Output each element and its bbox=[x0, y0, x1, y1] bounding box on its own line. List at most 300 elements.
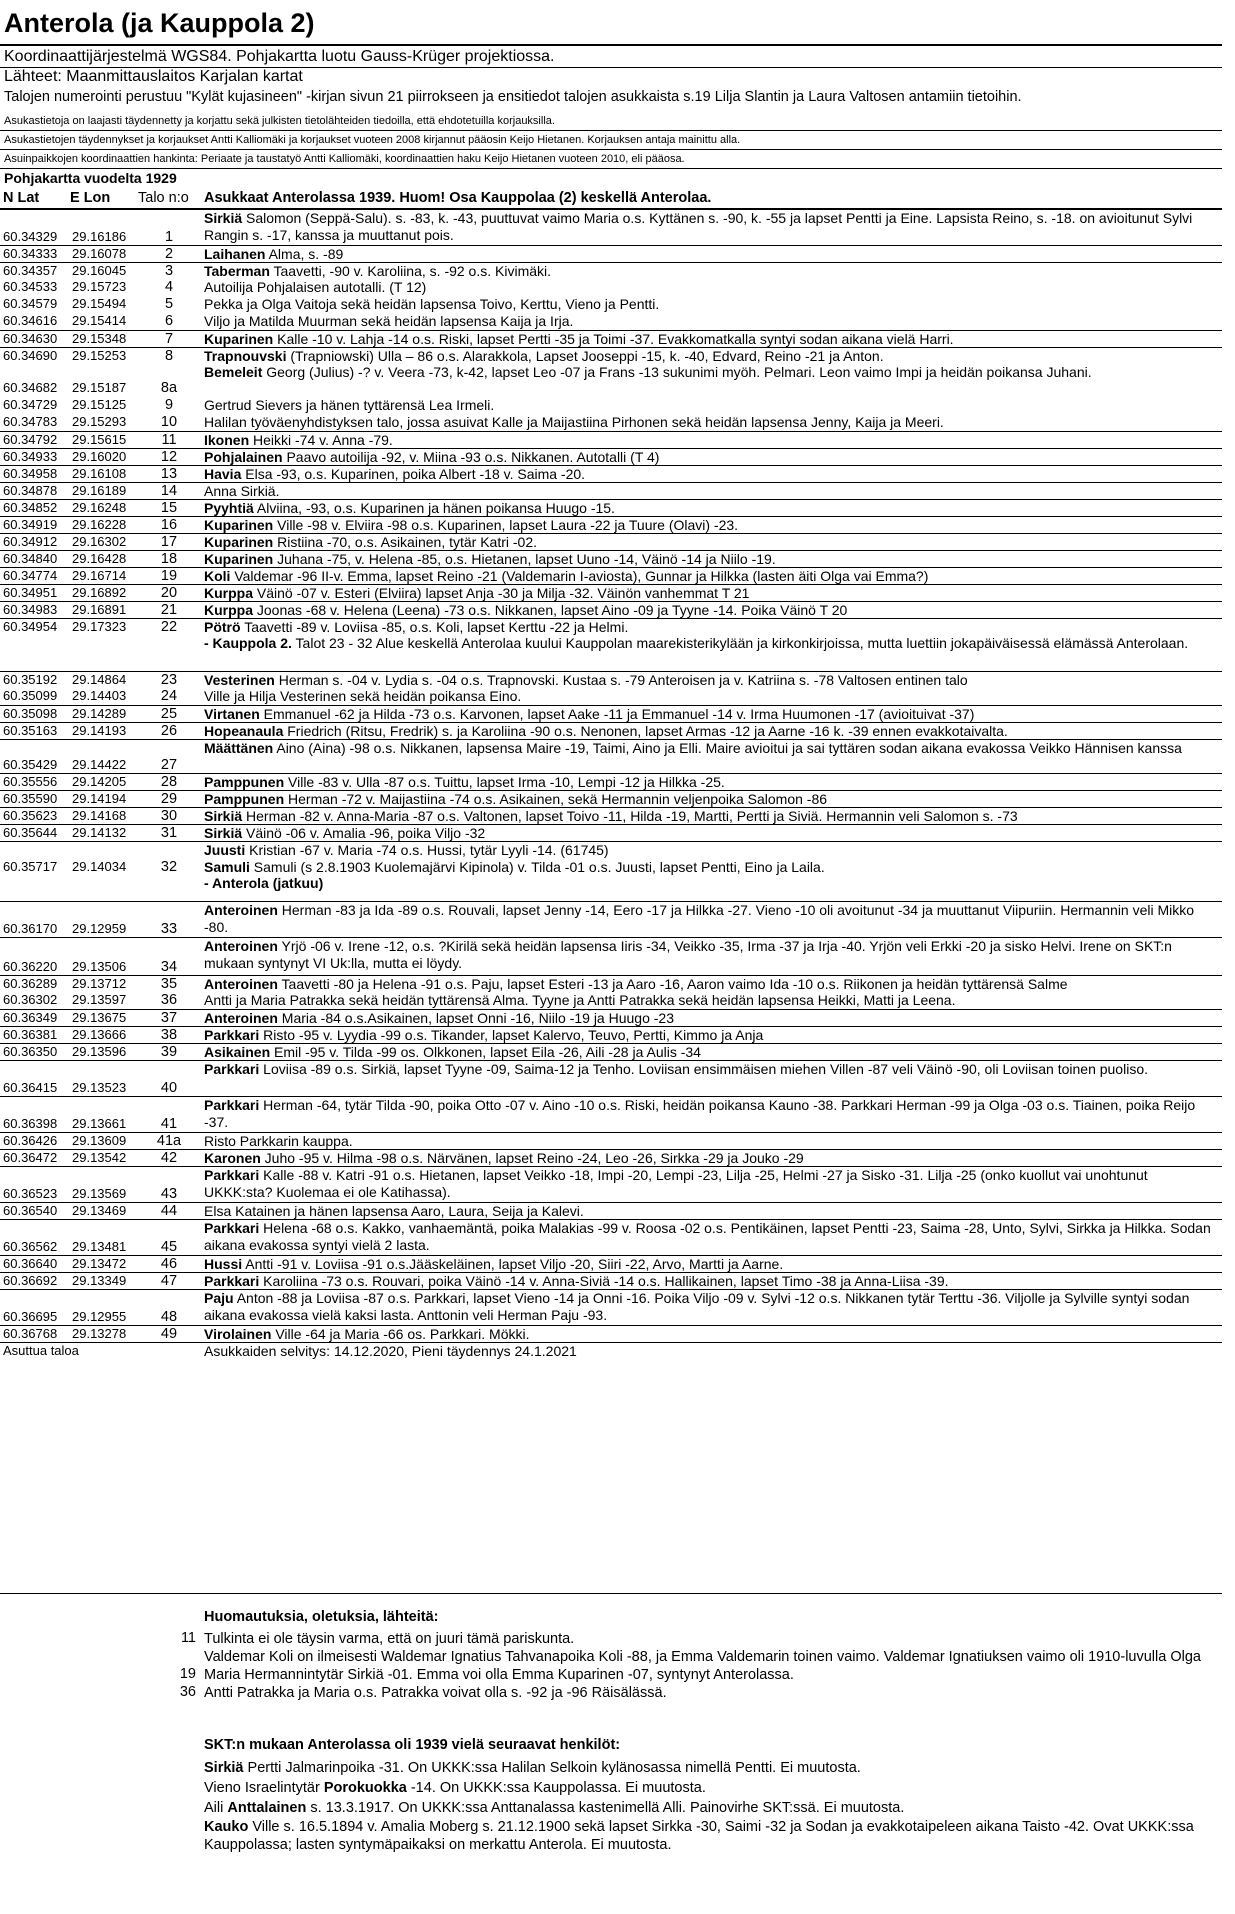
house-number-cell: 17 bbox=[160, 534, 178, 550]
family-name: Taberman bbox=[204, 263, 270, 279]
residents-cell bbox=[204, 1097, 1220, 1131]
table-row bbox=[0, 516, 1222, 534]
house-number-cell: 42 bbox=[160, 1150, 178, 1166]
residents-cell bbox=[204, 875, 1220, 892]
residents-cell bbox=[204, 1273, 1220, 1290]
lon-cell: 29.15723 bbox=[72, 279, 127, 294]
residents-text: Viljo ja Matilda Muurman sekä heidän lapsensa Kaija ja Irja. bbox=[204, 313, 574, 329]
lat-cell: 60.36349 bbox=[3, 1010, 58, 1025]
residents-cell bbox=[204, 1150, 1220, 1167]
lat-cell: 60.35623 bbox=[3, 808, 58, 823]
skt-person bbox=[204, 1799, 1220, 1817]
house-number-cell: 26 bbox=[160, 723, 178, 739]
residents-text: Aino (Aina) -98 o.s. Nikkanen, lapsensa Maire -19, Taimi, Aino ja Elli. Maire avioitui ja sai tyttären sodan aikana evakossa Veikko Hännisen kanssa bbox=[273, 740, 1182, 756]
residents-text: Antti -91 v. Loviisa -91 o.s.Jääskeläinen, lapset Viljo -20, Siiri -22, Arvo, Martti ja Aarne. bbox=[242, 1256, 784, 1272]
residents-cell bbox=[204, 568, 1220, 585]
residents-text: Herman -72 v. Maijastiina -74 o.s. Asikainen, sekä Hermannin veljenpoika Salomon -86 bbox=[284, 791, 828, 807]
residents-cell bbox=[204, 842, 1220, 876]
residents-text: Loviisa -89 o.s. Sirkiä, lapset Tyyne -09, Saima-12 ja Tenho. Loviisan ensimmäisen miehen Villen -87 veli Väinö -90, oli Loviisan toinen puoliso. bbox=[259, 1061, 1148, 1077]
residents-cell bbox=[204, 938, 1220, 972]
column-header-house-number: Talo n:o bbox=[138, 190, 189, 206]
table-row bbox=[0, 739, 1222, 774]
house-number-cell: 23 bbox=[160, 672, 178, 688]
residents-cell bbox=[204, 1220, 1220, 1254]
residents-cell bbox=[204, 432, 1220, 449]
skt-person bbox=[204, 1759, 1220, 1777]
table-row bbox=[0, 567, 1222, 585]
house-number-cell: 20 bbox=[160, 585, 178, 601]
house-number-cell: 48 bbox=[160, 1309, 178, 1325]
lon-cell: 29.13597 bbox=[72, 992, 127, 1007]
house-number-cell: 38 bbox=[160, 1027, 178, 1043]
lat-cell: 60.35192 bbox=[3, 672, 58, 687]
family-name: Trapnouvski bbox=[204, 348, 287, 364]
table-row bbox=[0, 482, 1222, 500]
house-number-cell: 4 bbox=[164, 279, 174, 295]
family-name: Pamppunen bbox=[204, 774, 285, 790]
lon-cell: 29.13675 bbox=[72, 1010, 127, 1025]
skt-text: Ville s. 16.5.1894 v. Amalia Moberg s. 21.12.1900 sekä lapset Sirkka -30, Saimi -32 ja Sodan ja evakkotaipeleen aikana Taisto -42. Ovat UKKK:ssa Kauppolassa; lasten syntymäpaikaksi on merkattu Anterola. Ei muutosta. bbox=[204, 1819, 1194, 1853]
family-name: Porokuokka bbox=[323, 1780, 407, 1796]
lat-cell: Asuttua taloa bbox=[3, 1343, 79, 1358]
residents-text: Salomon (Seppä-Salu). s. -83, k. -43, puuttuvat vaimo Maria o.s. Kyttänen s. -90, k. -55 ja lapset Pentti ja Eine. Lapsista Reino, s. -18. on avioitunut Sylvi Rangin s. -17, kanssa ja muuttanut pois. bbox=[204, 210, 1193, 243]
skt-text: Pertti Jalmarinpoika -31. On UKKK:ssa Halilan Selkoin kylänosassa nimellä Pentti. Ei muutosta. bbox=[243, 1760, 861, 1776]
family-name: Kurppa bbox=[204, 602, 253, 618]
residents-cell bbox=[204, 1290, 1220, 1324]
divider bbox=[0, 44, 1222, 46]
lat-cell: 60.36472 bbox=[3, 1150, 58, 1165]
family-name: Anteroinen bbox=[204, 902, 278, 918]
family-name: Kuparinen bbox=[204, 551, 274, 567]
house-number-cell: 34 bbox=[160, 959, 178, 975]
family-name: Laihanen bbox=[204, 246, 266, 262]
residents-text: Emil -95 v. Tilda -99 os. Olkkonen, lapset Eila -26, Aili -28 ja Aulis -34 bbox=[270, 1044, 701, 1060]
lat-cell: 60.34983 bbox=[3, 602, 58, 617]
residents-cell bbox=[204, 348, 1220, 365]
residents-text: Taavetti -89 v. Loviisa -85, o.s. Koli, lapset Kerttu -22 ja Helmi. bbox=[240, 619, 629, 635]
residents-text: Gertrud Sievers ja hänen tyttärensä Lea Irmeli. bbox=[204, 397, 495, 413]
lon-cell: 29.16189 bbox=[72, 483, 127, 498]
residents-text: Pekka ja Olga Vaitoja sekä heidän lapsensa Toivo, Kerttu, Vieno ja Pentti. bbox=[204, 296, 660, 312]
lat-cell: 60.36350 bbox=[3, 1044, 58, 1059]
lon-cell: 29.14289 bbox=[72, 706, 127, 721]
lat-cell: 60.35163 bbox=[3, 723, 58, 738]
family-name: - Anterola (jatkuu) bbox=[204, 875, 324, 891]
lon-cell: 29.15414 bbox=[72, 313, 127, 328]
lat-cell: 60.36695 bbox=[3, 1309, 58, 1324]
residents-text: Herman -82 v. Anna-Maria -87 o.s. Valtonen, lapset Toivo -11, Hilda -19, Martti, Pertti ja Siviä. Hermannin veli Salomon s. -73 bbox=[242, 808, 1018, 824]
house-number-cell: 14 bbox=[160, 483, 178, 499]
table-row bbox=[0, 790, 1222, 808]
family-name: Kuparinen bbox=[204, 517, 274, 533]
lat-cell: 60.36170 bbox=[3, 921, 58, 936]
lat-cell: 60.34958 bbox=[3, 466, 58, 481]
table-row bbox=[0, 722, 1222, 740]
residents-cell bbox=[204, 449, 1220, 466]
residents-cell bbox=[204, 296, 1220, 313]
residents-cell bbox=[204, 1256, 1220, 1273]
sources-line: Lähteet: Maanmittauslaitos Karjalan kartat bbox=[4, 68, 303, 85]
table-row bbox=[0, 1060, 1222, 1097]
family-name: Karonen bbox=[204, 1150, 261, 1166]
residents-cell bbox=[204, 414, 1220, 431]
lat-cell: 60.35429 bbox=[3, 757, 58, 772]
residents-text: Emmanuel -62 ja Hilda -73 o.s. Karvonen, lapset Aake -11 ja Emmanuel -14 v. Irma Huumonen -17 (avioituivat -37) bbox=[259, 706, 975, 722]
table-row bbox=[0, 1009, 1222, 1027]
family-name: Määttänen bbox=[204, 740, 274, 756]
lat-cell: 60.36523 bbox=[3, 1186, 58, 1201]
house-number-cell: 24 bbox=[160, 688, 178, 704]
residents-text: Ville -98 v. Elviira -98 o.s. Kuparinen, lapset Laura -22 ja Tuure (Olavi) -23. bbox=[273, 517, 739, 533]
page-title: Anterola (ja Kauppola 2) bbox=[4, 8, 315, 38]
house-number-cell: 32 bbox=[160, 859, 178, 875]
house-number-cell: 47 bbox=[160, 1273, 178, 1289]
family-name: - Kauppola 2. bbox=[204, 635, 292, 651]
family-name: Kurppa bbox=[204, 585, 253, 601]
table-row bbox=[0, 1096, 1222, 1133]
divider bbox=[0, 168, 1222, 169]
table-row bbox=[0, 313, 1222, 330]
skt-text: Aili bbox=[204, 1800, 228, 1816]
family-name: Hopeanaula bbox=[204, 723, 284, 739]
house-number-cell: 27 bbox=[160, 757, 178, 773]
lat-cell: 60.34951 bbox=[3, 585, 58, 600]
lat-cell: 60.34878 bbox=[3, 483, 58, 498]
table-row bbox=[0, 671, 1222, 689]
lat-cell: 60.36426 bbox=[3, 1133, 58, 1148]
house-number-cell: 28 bbox=[160, 774, 178, 790]
house-number-cell: 29 bbox=[160, 791, 178, 807]
residents-cell bbox=[204, 1061, 1220, 1078]
family-name: Juusti bbox=[204, 842, 246, 858]
lon-cell: 29.15125 bbox=[72, 397, 127, 412]
family-name: Sirkiä bbox=[204, 1760, 244, 1776]
residents-text: Asukkaiden selvitys: 14.12.2020, Pieni täydennys 24.1.2021 bbox=[204, 1343, 577, 1359]
house-number-cell: 21 bbox=[160, 602, 178, 618]
table-row bbox=[0, 330, 1222, 348]
lat-cell: 60.35098 bbox=[3, 706, 58, 721]
residents-cell bbox=[204, 808, 1220, 825]
house-number-cell: 41a bbox=[156, 1133, 182, 1149]
residents-text: Väinö -07 v. Esteri (Elviira) lapset Anja -30 ja Milja -32. Väinön vanhemmat T 21 bbox=[253, 585, 750, 601]
lon-cell: 29.14194 bbox=[72, 791, 127, 806]
family-name: Samuli bbox=[204, 859, 250, 875]
residents-text: Maria -84 o.s.Asikainen, lapset Onni -16, Niilo -19 ja Huugo -23 bbox=[277, 1010, 674, 1026]
family-name: Ikonen bbox=[204, 432, 250, 448]
residents-text: Heikki -74 v. Anna -79. bbox=[249, 432, 393, 448]
house-number-cell: 43 bbox=[160, 1186, 178, 1202]
lon-cell: 29.16020 bbox=[72, 449, 127, 464]
residents-cell bbox=[204, 740, 1220, 757]
house-number-cell: 45 bbox=[160, 1239, 178, 1255]
family-name: Sirkiä bbox=[204, 210, 243, 226]
residents-text: Elsa Katainen ja hänen lapsensa Aaro, Laura, Seija ja Kalevi. bbox=[204, 1203, 584, 1219]
family-name: Parkkari bbox=[204, 1097, 260, 1113]
table-row bbox=[0, 688, 1222, 705]
residents-text: Herman -64, tytär Tilda -90, poika Otto -07 v. Aino -10 o.s. Riski, heidän poikansa Kauno -38. Parkkari Herman -99 ja Olga -03 o.s. Tiainen, poika Reijo -37. bbox=[204, 1097, 1196, 1130]
family-name: Sirkiä bbox=[204, 808, 243, 824]
table-row bbox=[0, 448, 1222, 466]
table-row bbox=[0, 1166, 1222, 1203]
lat-cell: 60.34690 bbox=[3, 348, 58, 363]
house-number-cell: 41 bbox=[160, 1116, 178, 1132]
lon-cell: 29.13472 bbox=[72, 1256, 127, 1271]
table-row bbox=[0, 1043, 1222, 1061]
family-name: Anttalainen bbox=[227, 1800, 307, 1816]
table-row bbox=[0, 937, 1222, 976]
family-name: Parkkari bbox=[204, 1220, 260, 1236]
family-name: Pötrö bbox=[204, 619, 241, 635]
lon-cell: 29.16228 bbox=[72, 517, 127, 532]
lon-cell: 29.14422 bbox=[72, 757, 127, 772]
lat-cell: 60.34533 bbox=[3, 279, 58, 294]
lat-cell: 60.34912 bbox=[3, 534, 58, 549]
lat-cell: 60.36302 bbox=[3, 992, 58, 1007]
residents-text: (Trapniowski) Ulla – 86 o.s. Alarakkola, Lapset Jooseppi -15, k. -40, Edvard, Reino -21 ja Anton. bbox=[286, 348, 884, 364]
table-row bbox=[0, 499, 1222, 517]
family-name: Bemeleit bbox=[204, 364, 263, 380]
table-row bbox=[0, 364, 1222, 397]
family-name: Havia bbox=[204, 466, 242, 482]
lat-cell: 60.36640 bbox=[3, 1256, 58, 1271]
table-row bbox=[0, 431, 1222, 449]
lat-cell: 60.34729 bbox=[3, 397, 58, 412]
table-row bbox=[0, 1219, 1222, 1256]
table-row bbox=[0, 550, 1222, 568]
table-row bbox=[0, 414, 1222, 431]
lon-cell: 29.13712 bbox=[72, 976, 127, 991]
lat-cell: 60.34616 bbox=[3, 313, 58, 328]
house-number-cell: 15 bbox=[160, 500, 178, 516]
residents-cell bbox=[204, 397, 1220, 414]
table-row bbox=[0, 465, 1222, 483]
table-row bbox=[0, 533, 1222, 551]
house-number-cell: 2 bbox=[164, 246, 174, 262]
table-row bbox=[0, 347, 1222, 365]
residents-text: Ville -64 ja Maria -66 os. Parkkari. Mökki. bbox=[271, 1326, 530, 1342]
lon-cell: 29.16078 bbox=[72, 246, 127, 261]
table-row bbox=[0, 1132, 1222, 1150]
lat-cell: 60.34954 bbox=[3, 619, 58, 634]
residents-cell bbox=[204, 483, 1220, 500]
house-number-cell: 8 bbox=[164, 348, 174, 364]
lat-cell: 60.36381 bbox=[3, 1027, 58, 1042]
lon-cell: 29.13666 bbox=[72, 1027, 127, 1042]
table-row bbox=[0, 601, 1222, 619]
family-name: Paju bbox=[204, 1290, 234, 1306]
residents-text: Risto Parkkarin kauppa. bbox=[204, 1133, 353, 1149]
correction-note: Asukastietojen täydennykset ja korjaukset Antti Kalliomäki ja korjaukset vuoteen 2008 kirjannut pääosin Keijo Hietanen. Korjauksen antaja mainittu alla. bbox=[4, 134, 741, 146]
residents-cell bbox=[204, 551, 1220, 568]
family-name: Hussi bbox=[204, 1256, 243, 1272]
lat-cell: 60.36768 bbox=[3, 1326, 58, 1341]
family-name: Parkkari bbox=[204, 1273, 260, 1289]
lat-cell: 60.35590 bbox=[3, 791, 58, 806]
lat-cell: 60.35099 bbox=[3, 688, 58, 703]
note-reference: 36 bbox=[179, 1684, 196, 1700]
lon-cell: 29.14132 bbox=[72, 825, 127, 840]
table-row bbox=[0, 1255, 1222, 1273]
skt-heading: SKT:n mukaan Anterolassa oli 1939 vielä seuraavat henkilöt: bbox=[204, 1737, 621, 1753]
lon-cell: 29.14193 bbox=[72, 723, 127, 738]
residents-cell bbox=[204, 1133, 1220, 1150]
lon-cell: 29.15348 bbox=[72, 331, 127, 346]
lat-cell: 60.36220 bbox=[3, 959, 58, 974]
family-name: Pyyhtiä bbox=[204, 500, 254, 516]
house-number-cell: 33 bbox=[160, 921, 178, 937]
family-name: Anteroinen bbox=[204, 976, 278, 992]
residents-cell bbox=[204, 585, 1220, 602]
residents-text: Yrjö -06 v. Irene -12, o.s. ?Kirilä sekä heidän lapsensa Iiris -34, Veikko -35, Irma -37 ja Irja -40. Yrjön veli Erkki -20 ja sisko Helvi. Irene on SKT:n mukaan syntynyt VI Uk:lla, mutta ei löydy. bbox=[204, 938, 1172, 971]
table-row bbox=[0, 584, 1222, 602]
table-row bbox=[0, 245, 1222, 263]
house-number-cell: 35 bbox=[160, 976, 178, 992]
table-row bbox=[0, 618, 1222, 636]
basemap-year: Pohjakartta vuodelta 1929 bbox=[4, 170, 177, 186]
residents-cell bbox=[204, 1010, 1220, 1027]
lat-cell: 60.34852 bbox=[3, 500, 58, 515]
residents-text: Kristian -67 v. Maria -74 o.s. Hussi, tytär Lyyli -14. (61745) bbox=[245, 842, 609, 858]
lon-cell: 29.13349 bbox=[72, 1273, 127, 1288]
residents-text: Alviina, -93, o.s. Kuparinen ja hänen poikansa Huugo -15. bbox=[253, 500, 615, 516]
house-number-cell: 19 bbox=[160, 568, 178, 584]
residents-text: Samuli (s 2.8.1903 Kuolemajärvi Kipinola) v. Tilda -01 o.s. Juusti, lapset Pentti, Eino ja Laila. bbox=[249, 859, 825, 875]
residents-cell bbox=[204, 364, 1220, 381]
residents-text: Helena -68 o.s. Kakko, vanhaemäntä, poika Malakias -99 v. Roosa -02 o.s. Pentikäinen, lapset Pentti -23, Saima -28, Unto, Sylvi, Sirkka ja Hilkka. Sodan aikana evakossa syntyi vielä 2 lasta. bbox=[204, 1220, 1211, 1253]
lon-cell: 29.15293 bbox=[72, 414, 127, 429]
residents-text: Herman -83 ja Ida -89 o.s. Rouvali, lapset Jenny -14, Eero -17 ja Hilkka -27. Vieno -10 oli avoitunut -34 ja muuttanut Viipuriin. Hermannin veli Mikko -80. bbox=[204, 902, 1195, 935]
residents-text: Joonas -68 v. Helena (Leena) -73 o.s. Nikkanen, lapset Aino -09 ja Tyyne -14. Poika Väinö T 20 bbox=[253, 602, 848, 618]
family-name: Anteroinen bbox=[204, 1010, 278, 1026]
lat-cell: 60.34333 bbox=[3, 246, 58, 261]
lon-cell: 29.13596 bbox=[72, 1044, 127, 1059]
residents-text: Kalle -88 v. Katri -91 o.s. Hietanen, lapset Veikko -18, Impi -20, Lempi -23, Lilja -25, Helmi -27 ja Sisko -31. Lilja -25 (onko kuollut vai unohtunut UKKK:sta? Kuolemaa ei ole Katihassa). bbox=[204, 1167, 1148, 1200]
house-number-cell: 11 bbox=[161, 432, 177, 448]
family-name: Anteroinen bbox=[204, 938, 278, 954]
residents-cell bbox=[204, 500, 1220, 517]
table-row bbox=[0, 824, 1222, 842]
skt-person bbox=[204, 1818, 1220, 1854]
family-name: Koli bbox=[204, 568, 231, 584]
lat-cell: 60.34792 bbox=[3, 432, 58, 447]
lon-cell: 29.16302 bbox=[72, 534, 127, 549]
residents-cell bbox=[204, 672, 1220, 689]
residents-cell bbox=[204, 902, 1220, 936]
skt-text: -14. On UKKK:ssa Kauppolassa. Ei muutosta. bbox=[406, 1780, 706, 1796]
lon-cell: 29.15494 bbox=[72, 296, 127, 311]
lat-cell: 60.34840 bbox=[3, 551, 58, 566]
lon-cell: 29.13523 bbox=[72, 1080, 127, 1095]
residents-text: Antti ja Maria Patrakka sekä heidän tyttärensä Alma. Tyyne ja Antti Patrakka sekä heidän lapsensa Heikki, Matti ja Leena. bbox=[204, 992, 956, 1008]
table-row bbox=[0, 1149, 1222, 1167]
residents-cell bbox=[204, 1203, 1220, 1220]
lat-cell: 60.36562 bbox=[3, 1239, 58, 1254]
residents-cell bbox=[204, 210, 1220, 244]
residents-text: Kalle -10 v. Lahja -14 o.s. Riski, lapset Pertti -35 ja Toimi -37. Evakkomatkalla syntyi sodan aikana vielä Harri. bbox=[273, 331, 954, 347]
lon-cell: 29.13661 bbox=[72, 1116, 127, 1131]
table-row bbox=[0, 875, 1222, 901]
house-number-cell: 16 bbox=[160, 517, 178, 533]
residents-cell bbox=[204, 602, 1220, 619]
house-number-cell: 18 bbox=[160, 551, 178, 567]
residents-text: Halilan työväenyhdistyksen talo, jossa asuivat Kalle ja Maijastiina Pirhonen sekä heidän lapsensa Jenny, Kaija ja Meeri. bbox=[204, 414, 944, 430]
house-number-cell: 40 bbox=[160, 1080, 178, 1096]
house-number-cell: 1 bbox=[164, 229, 174, 245]
lat-cell: 60.34774 bbox=[3, 568, 58, 583]
lat-cell: 60.36415 bbox=[3, 1080, 58, 1095]
column-header-lon: E Lon bbox=[70, 190, 111, 206]
residents-cell bbox=[204, 517, 1220, 534]
family-name: Parkkari bbox=[204, 1027, 260, 1043]
table-row bbox=[0, 635, 1222, 671]
residents-cell bbox=[204, 1167, 1220, 1201]
lat-cell: 60.36692 bbox=[3, 1273, 58, 1288]
residents-text: Herman s. -04 v. Lydia s. -04 o.s. Trapnovski. Kustaa s. -79 Anteroisen ja v. Katriina s. -78 Valtosen entinen talo bbox=[274, 672, 968, 688]
skt-text: s. 13.3.1917. On UKKK:ssa Anttanalassa kastenimellä Alli. Painovirhe SKT:ssä. Ei muutosta. bbox=[306, 1800, 905, 1816]
family-name: Parkkari bbox=[204, 1167, 260, 1183]
table-row bbox=[0, 209, 1222, 246]
lon-cell: 29.15187 bbox=[72, 380, 127, 395]
lon-cell: 29.13481 bbox=[72, 1239, 127, 1254]
lon-cell: 29.15253 bbox=[72, 348, 127, 363]
lat-cell: 60.36540 bbox=[3, 1203, 58, 1218]
lon-cell: 29.13469 bbox=[72, 1203, 127, 1218]
residents-text: Valdemar -96 II-v. Emma, lapset Reino -21 (Valdemarin I-aviosta), Gunnar ja Hilkka (lasten äiti Olga vai Emma?) bbox=[230, 568, 929, 584]
residents-cell bbox=[204, 706, 1220, 723]
house-number-cell: 3 bbox=[164, 263, 174, 279]
residents-cell bbox=[204, 825, 1220, 842]
lon-cell: 29.15615 bbox=[72, 432, 127, 447]
residents-text: Paavo autoilija -92, v. Miina -93 o.s. Nikkanen. Autotalli (T 4) bbox=[282, 449, 660, 465]
residents-cell bbox=[204, 1343, 1220, 1360]
lat-cell: 60.34630 bbox=[3, 331, 58, 346]
lon-cell: 29.16891 bbox=[72, 602, 127, 617]
lat-cell: 60.34357 bbox=[3, 263, 58, 278]
family-name: Asikainen bbox=[204, 1044, 271, 1060]
residents-text: Juho -95 v. Hilma -98 o.s. Närvänen, lapset Reino -24, Leo -26, Sirkka -29 ja Jouko -29 bbox=[260, 1150, 804, 1166]
table-row bbox=[0, 1289, 1222, 1326]
family-name: Pohjalainen bbox=[204, 449, 283, 465]
note-reference: 11 bbox=[180, 1630, 196, 1646]
residents-cell bbox=[204, 1027, 1220, 1044]
house-number-cell: 44 bbox=[160, 1203, 178, 1219]
lon-cell: 29.14205 bbox=[72, 774, 127, 789]
house-number-cell: 5 bbox=[164, 296, 174, 312]
residents-cell bbox=[204, 635, 1220, 652]
lon-cell: 29.14034 bbox=[72, 859, 127, 874]
family-name: Parkkari bbox=[204, 1061, 260, 1077]
residents-text: Taavetti -80 ja Helena -91 o.s. Paju, lapset Esteri -13 ja Aaro -16, Aaron vaimo Ida -10 o.s. Riikonen ja heidän tyttärensä Salme bbox=[277, 976, 1068, 992]
table-row bbox=[0, 262, 1222, 280]
residents-cell bbox=[204, 619, 1220, 636]
divider bbox=[0, 1593, 1222, 1594]
house-number-cell: 12 bbox=[160, 449, 178, 465]
house-number-cell: 7 bbox=[164, 331, 174, 347]
residents-text: Alma, s. -89 bbox=[265, 246, 344, 262]
residents-cell bbox=[204, 992, 1220, 1009]
skt-text: Vieno Israelintytär bbox=[204, 1780, 324, 1796]
divider bbox=[0, 149, 1222, 150]
table-row bbox=[0, 397, 1222, 414]
residents-cell bbox=[204, 774, 1220, 791]
residents-text: Autoilija Pohjalaisen autotalli. (T 12) bbox=[204, 279, 427, 295]
coordinate-system-line: Koordinaattijärjestelmä WGS84. Pohjakartta luotu Gauss-Krüger projektiossa. bbox=[4, 48, 555, 65]
house-number-cell: 9 bbox=[164, 397, 174, 413]
house-number-cell: 8a bbox=[160, 380, 178, 396]
residents-cell bbox=[204, 331, 1220, 348]
lon-cell: 29.16248 bbox=[72, 500, 127, 515]
residents-cell bbox=[204, 723, 1220, 740]
